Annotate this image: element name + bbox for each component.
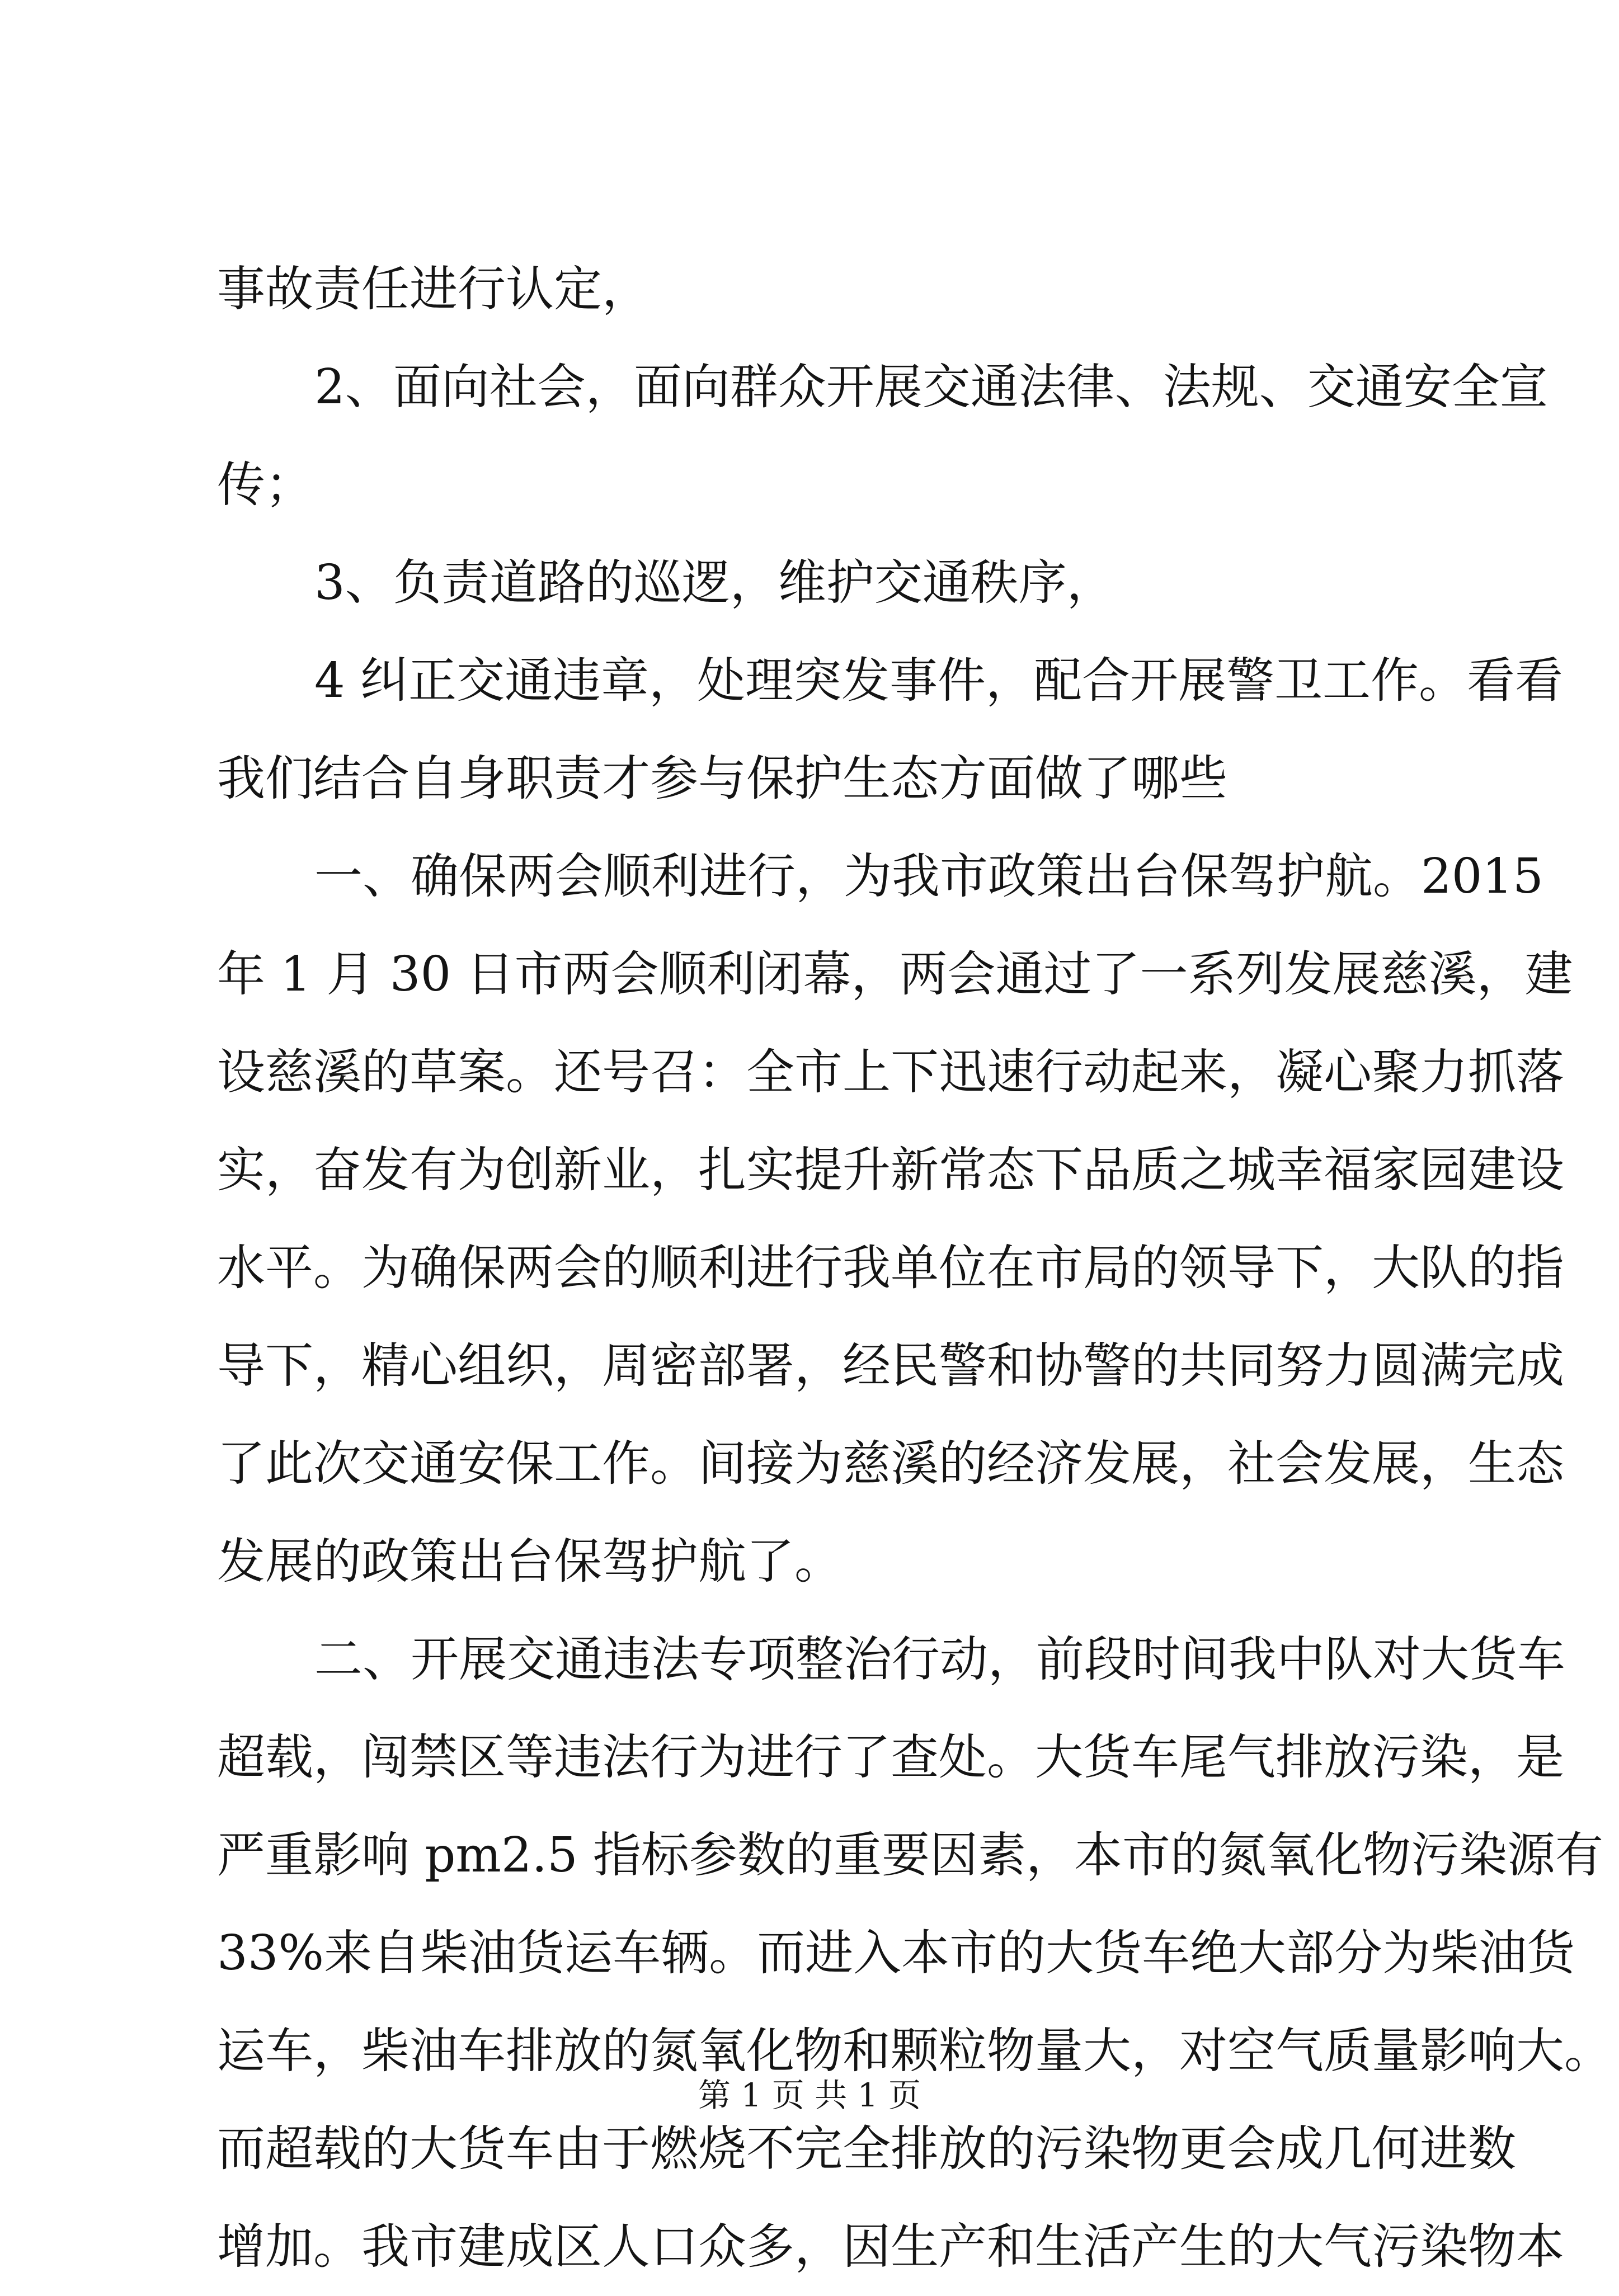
text-line: 4 纠正交通违章，处理突发事件，配合开展警卫工作。看看 [314,653,1564,709]
text-line: 发展的政策出台保驾护航了。 [217,1534,843,1590]
text-line: 传； [217,457,313,513]
text-line: 我们结合自身职责才参与保护生态方面做了哪些 [217,751,1227,807]
text-line: 增加。我市建成区人口众多，因生产和生活产生的大气污染物本 [217,2219,1564,2275]
text-line: 超载，闯禁区等违法行为进行了查处。大货车尾气排放污染，是 [217,1729,1564,1785]
text-line: 而超载的大货车由于燃烧不完全排放的污染物更会成几何进数 [217,2121,1516,2177]
text-line: 33%来自柴油货运车辆。而进入本市的大货车绝大部分为柴油货 [217,1925,1575,1981]
text-line: 二、开展交通违法专项整治行动，前段时间我中队对大货车 [314,1632,1565,1687]
text-line: 水平。为确保两会的顺利进行我单位在市局的领导下，大队的指 [217,1240,1564,1296]
text-line: 一、确保两会顺利进行，为我市政策出台保驾护航。2015 [314,848,1543,904]
text-line: 设慈溪的草案。还号召：全市上下迅速行动起来，凝心聚力抓落 [217,1044,1564,1100]
text-line: 2、面向社会，面向群众开展交通法律、法规、交通安全宣 [314,359,1548,415]
document-body [217,241,1612,2296]
text-line: 年 1 月 30 日市两会顺利闭幕，两会通过了一系列发展慈溪，建 [217,946,1573,1002]
text-line: 事故责任进行认定， [217,261,650,317]
text-line: 3、负责道路的巡逻，维护交通秩序， [314,555,1115,611]
text-line: 导下，精心组织，周密部署，经民警和协警的共同努力圆满完成 [217,1338,1564,1394]
text-line: 运车，柴油车排放的氮氧化物和颗粒物量大，对空气质量影响大。 [217,2023,1612,2079]
text-line: 实，奋发有为创新业，扎实提升新常态下品质之城幸福家园建设 [217,1142,1564,1198]
page-footer: 第 1 页 共 1 页 [698,2076,921,2114]
text-line: 严重影响 pm2.5 指标参数的重要因素，本市的氮氧化物污染源有 [217,1827,1604,1883]
text-line: 了此次交通安保工作。间接为慈溪的经济发展，社会发展，生态 [217,1436,1564,1492]
